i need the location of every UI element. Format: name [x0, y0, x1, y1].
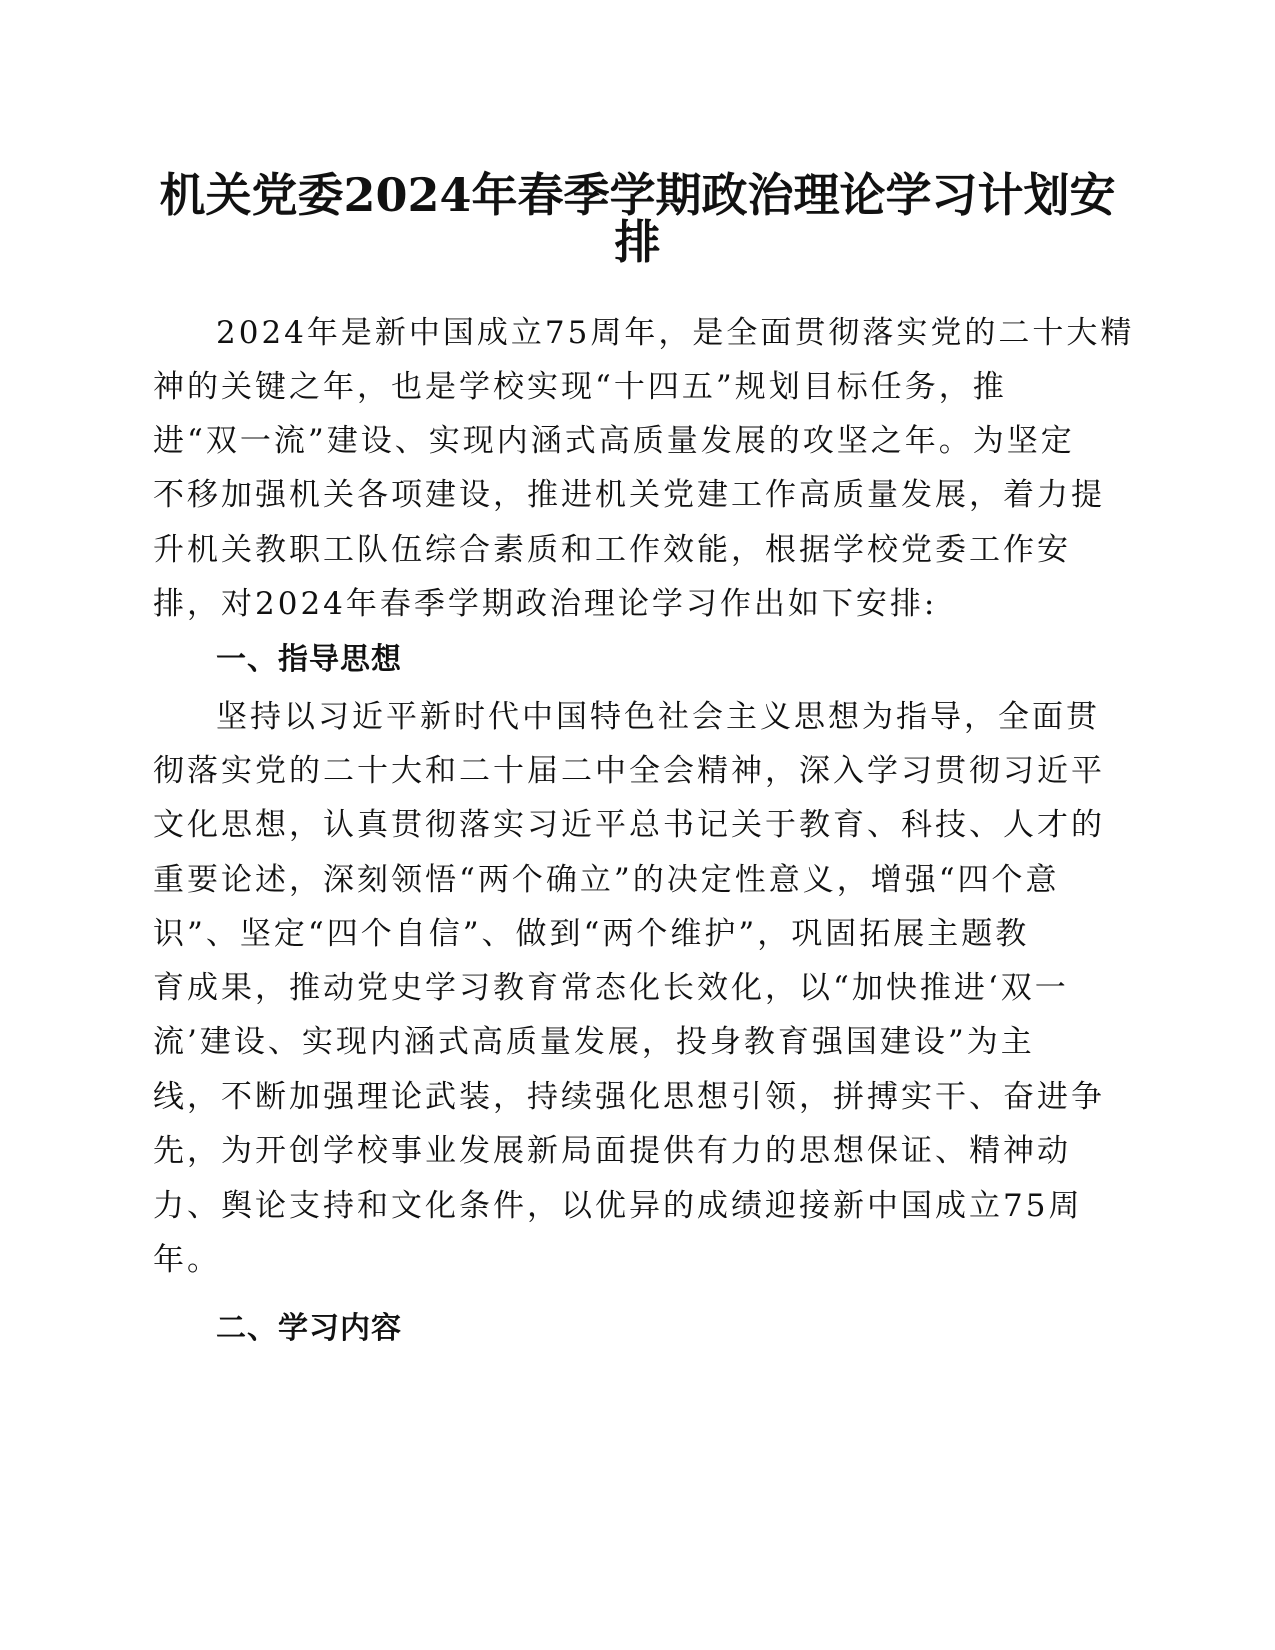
section1-line: 坚持以习近平新时代中国特色社会主义思想为指导，全面贯 [216, 699, 1100, 735]
section1-line: 年。 [153, 1242, 221, 1278]
section1-line: 流’建设、实现内涵式高质量发展，投身教育强国建设”为主 [153, 1024, 1035, 1060]
section-heading-study-content: 二、学习内容 [216, 1311, 402, 1346]
document-title-line-1: 机关党委2024年春季学期政治理论学习计划安 [159, 168, 1116, 222]
document-title-line-2: 排 [614, 215, 661, 269]
section1-line: 识”、坚定“四个自信”、做到“两个维护”，巩固拓展主题教 [153, 916, 1030, 952]
intro-line: 进“双一流”建设、实现内涵式高质量发展的攻坚之年。为坚定 [153, 423, 1075, 459]
section1-line: 文化思想，认真贯彻落实习近平总书记关于教育、科技、人才的 [153, 807, 1105, 843]
intro-line: 2024年是新中国成立75周年，是全面贯彻落实党的二十大精 [216, 315, 1135, 351]
intro-line: 不移加强机关各项建设，推进机关党建工作高质量发展，着力提 [153, 477, 1105, 513]
section1-line: 先，为开创学校事业发展新局面提供有力的思想保证、精神动 [153, 1133, 1071, 1169]
intro-line: 排，对2024年春季学期政治理论学习作出如下安排: [153, 586, 938, 622]
section1-line: 育成果，推动党史学习教育常态化长效化，以“加快推进‘双一 [153, 970, 1069, 1006]
intro-line: 升机关教职工队伍综合素质和工作效能，根据学校党委工作安 [153, 532, 1071, 568]
section1-line: 彻落实党的二十大和二十届二中全会精神，深入学习贯彻习近平 [153, 753, 1105, 789]
section1-line: 力、舆论支持和文化条件，以优异的成绩迎接新中国成立75周 [153, 1188, 1083, 1224]
section1-line: 线，不断加强理论武装，持续强化思想引领，拼搏实干、奋进争 [153, 1079, 1105, 1115]
intro-line: 神的关键之年，也是学校实现“十四五”规划目标任务，推 [153, 369, 1007, 405]
section-heading-guiding-ideology: 一、指导思想 [216, 642, 402, 677]
section1-line: 重要论述，深刻领悟“两个确立”的决定性意义，增强“四个意 [153, 862, 1060, 898]
